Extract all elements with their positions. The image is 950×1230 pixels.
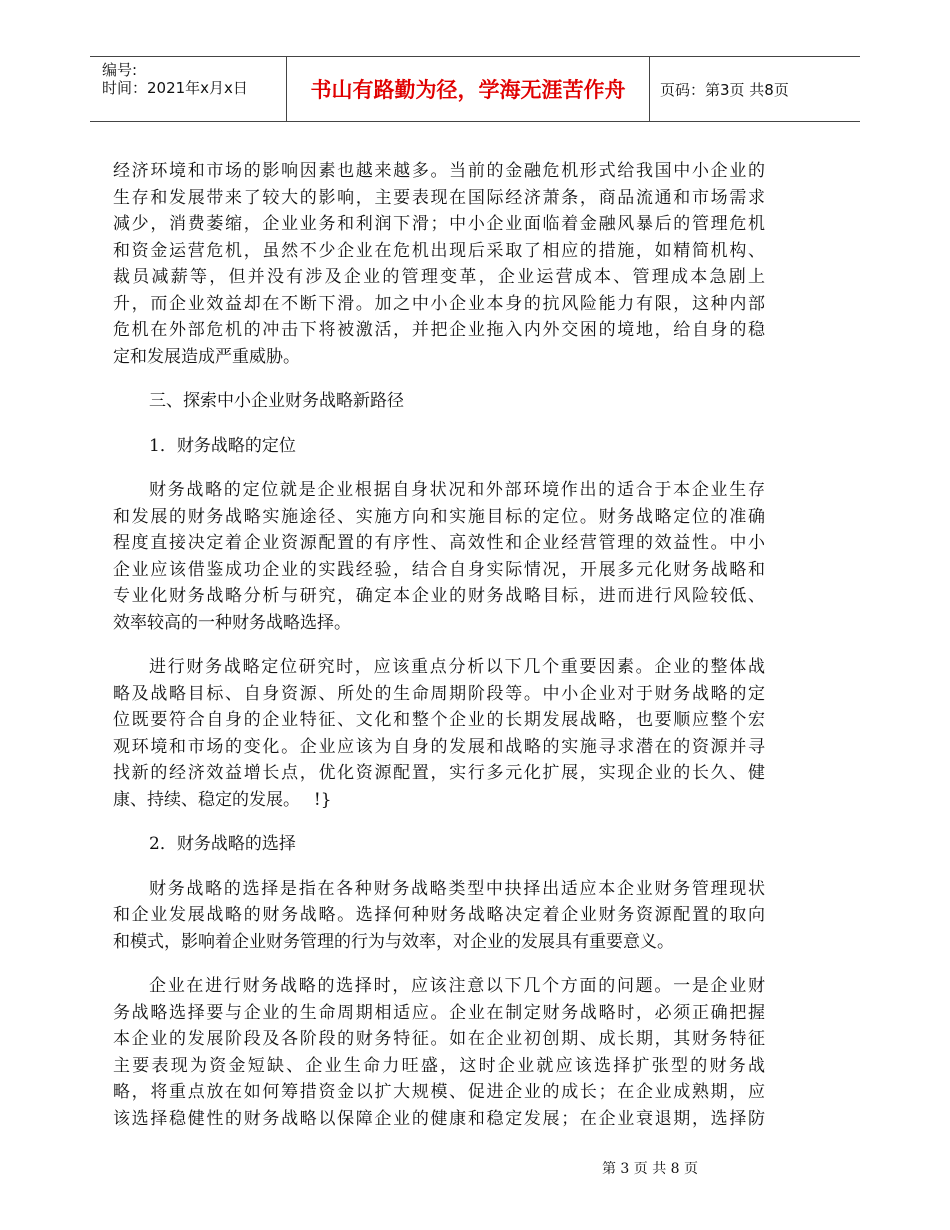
text-line: 效率较高的一种财务战略选择。 — [113, 612, 351, 633]
text-line: 康、持续、稳定的发展。 !} — [113, 789, 332, 810]
document-time-label: 时间：2021年x月x日 — [102, 79, 248, 97]
text-line: 程度直接决定着企业资源配置的有序性、高效性和企业经营管理的效益性。中小 — [113, 533, 765, 553]
text-line: 裁员减薪等，但并没有涉及企业的管理变革，企业运营成本、管理成本急剧上 — [113, 267, 765, 287]
text-line: 找新的经济效益增长点，优化资源配置，实行多元化扩展，实现企业的长久、健 — [113, 763, 765, 783]
text-line: 和企业发展战略的财务战略。选择何种财务战略决定着企业财务资源配置的取向 — [113, 905, 765, 925]
text-line: 财务战略的定位就是企业根据自身状况和外部环境作出的适合于本企业生存 — [149, 480, 765, 500]
text-line: 该选择稳健性的财务战略以保障企业的健康和稳定发展；在企业衰退期，选择防 — [113, 1108, 765, 1129]
paragraph-5 — [113, 973, 765, 1132]
header-page-info: 页码：第3页 共8页 — [660, 80, 789, 99]
text-line: 专业化财务战略分析与研究，确定本企业的财务战略目标，进而进行风险较低、 — [113, 586, 765, 606]
section-heading: 三、探索中小企业财务战略新路径 — [149, 391, 404, 411]
text-line: 观环境和市场的变化。企业应该为自身的发展和战略的实施寻求潜在的资源并寻 — [113, 736, 765, 757]
text-line: 升，而企业效益却在不断下滑。加之中小企业本身的抗风险能力有限，这种内部 — [113, 293, 765, 314]
text-line: 经济环境和市场的影响因素也越来越多。当前的金融危机形式给我国中小企业的 — [113, 161, 765, 181]
text-line: 减少，消费萎缩，企业业务和利润下滑；中小企业面临着金融风暴后的管理危机 — [113, 214, 765, 234]
page-footer: 第 3 页 共 8 页 — [601, 1161, 699, 1177]
text-line: 和模式，影响着企业财务管理的行为与效率，对企业的发展具有重要意义。 — [113, 931, 674, 952]
paragraph-3 — [113, 654, 765, 813]
paragraph-1 — [113, 158, 765, 370]
subsection-heading: 2．财务战略的选择 — [149, 834, 296, 854]
page-header — [90, 56, 860, 122]
text-line: 定和发展造成严重威胁。 — [113, 346, 300, 367]
text-line: 位既要符合自身的企业特征、文化和整个企业的长期发展战略，也要顺应整个宏 — [113, 710, 765, 730]
document-code-label: 编号: — [102, 61, 138, 79]
text-line: 本企业的发展阶段及各阶段的财务特征。如在企业初创期、成长期，其财务特征 — [113, 1029, 765, 1049]
text-line: 危机在外部危机的冲击下将被激活，并把企业拖入内外交困的境地，给自身的稳 — [113, 320, 765, 340]
paragraph-2 — [113, 477, 765, 636]
text-line: 和资金运营危机，虽然不少企业在危机出现后采取了相应的措施，如精简机构、 — [113, 240, 765, 261]
header-meta-cell — [90, 57, 287, 121]
header-motto: 书山有路勤为径，学海无涯苦作舟 — [287, 57, 650, 121]
text-line: 和发展的财务战略实施途径、实施方向和实施目标的定位。财务战略定位的准确 — [113, 506, 765, 527]
document-body — [113, 158, 765, 1150]
text-line: 企业在进行财务战略的选择时，应该注意以下几个方面的问题。一是企业财 — [149, 976, 765, 996]
text-line: 略及战略目标、自身资源、所处的生命周期阶段等。中小企业对于财务战略的定 — [113, 683, 765, 704]
subsection-heading: 1．财务战略的定位 — [149, 435, 296, 456]
text-line: 企业应该借鉴成功企业的实践经验，结合自身实际情况，开展多元化财务战略和 — [113, 559, 765, 580]
text-line: 生存和发展带来了较大的影响，主要表现在国际经济萧条，商品流通和市场需求 — [113, 187, 765, 208]
text-line: 主要表现为资金短缺、企业生命力旺盛，这时企业就应该选择扩张型的财务战 — [113, 1055, 765, 1076]
text-line: 财务战略的选择是指在各种财务战略类型中抉择出适应本企业财务管理现状 — [149, 878, 765, 899]
text-line: 略，将重点放在如何筹措资金以扩大规模、促进企业的成长；在企业成熟期，应 — [113, 1082, 765, 1102]
text-line: 进行财务战略定位研究时，应该重点分析以下几个重要因素。企业的整体战 — [149, 657, 765, 677]
paragraph-4 — [113, 876, 765, 956]
text-line: 务战略选择要与企业的生命周期相适应。企业在制定财务战略时，必须正确把握 — [113, 1002, 765, 1023]
